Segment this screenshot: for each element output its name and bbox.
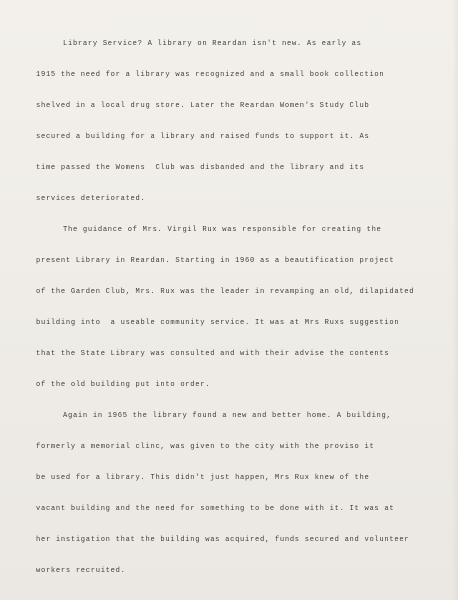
document-line: Again in 1965 the library found a new and better home. A building, xyxy=(63,412,392,420)
document-line: of the old building put into order. xyxy=(36,381,211,389)
document-line: present Library in Reardan. Starting in 1960 as a beautification project xyxy=(36,257,395,265)
document-line: secured a building for a library and raised funds to support it. As xyxy=(36,133,370,141)
document-line: shelved in a local drug store. Later the Reardan Women's Study Club xyxy=(36,102,370,110)
document-line: time passed the Womens Club was disbanded and the library and its xyxy=(36,164,365,172)
document-line: Library Service? A library on Reardan isn't new. As early as xyxy=(63,40,362,48)
document-line: vacant building and the need for something to be done with it. It was at xyxy=(36,505,395,513)
document-line: workers recruited. xyxy=(36,567,126,575)
document-line: 1915 the need for a library was recognized and a small book collection xyxy=(36,71,385,79)
document-line: of the Garden Club, Mrs. Rux was the leader in revamping an old, dilapidated xyxy=(36,288,415,296)
document-line: building into a useable community service. It was at Mrs Ruxs suggestion xyxy=(36,319,400,327)
page-edge-shadow xyxy=(452,0,458,600)
document-line: her instigation that the building was acquired, funds secured and volunteer xyxy=(36,536,410,544)
document-line: The guidance of Mrs. Virgil Rux was responsible for creating the xyxy=(63,226,382,234)
document-line: that the State Library was consulted and with their advise the contents xyxy=(36,350,390,358)
document-line: services deteriorated. xyxy=(36,195,146,203)
document-line: be used for a library. This didn't just happen, Mrs Rux knew of the xyxy=(36,474,370,482)
document-line: formerly a memorial clinc, was given to the city with the proviso it xyxy=(36,443,375,451)
